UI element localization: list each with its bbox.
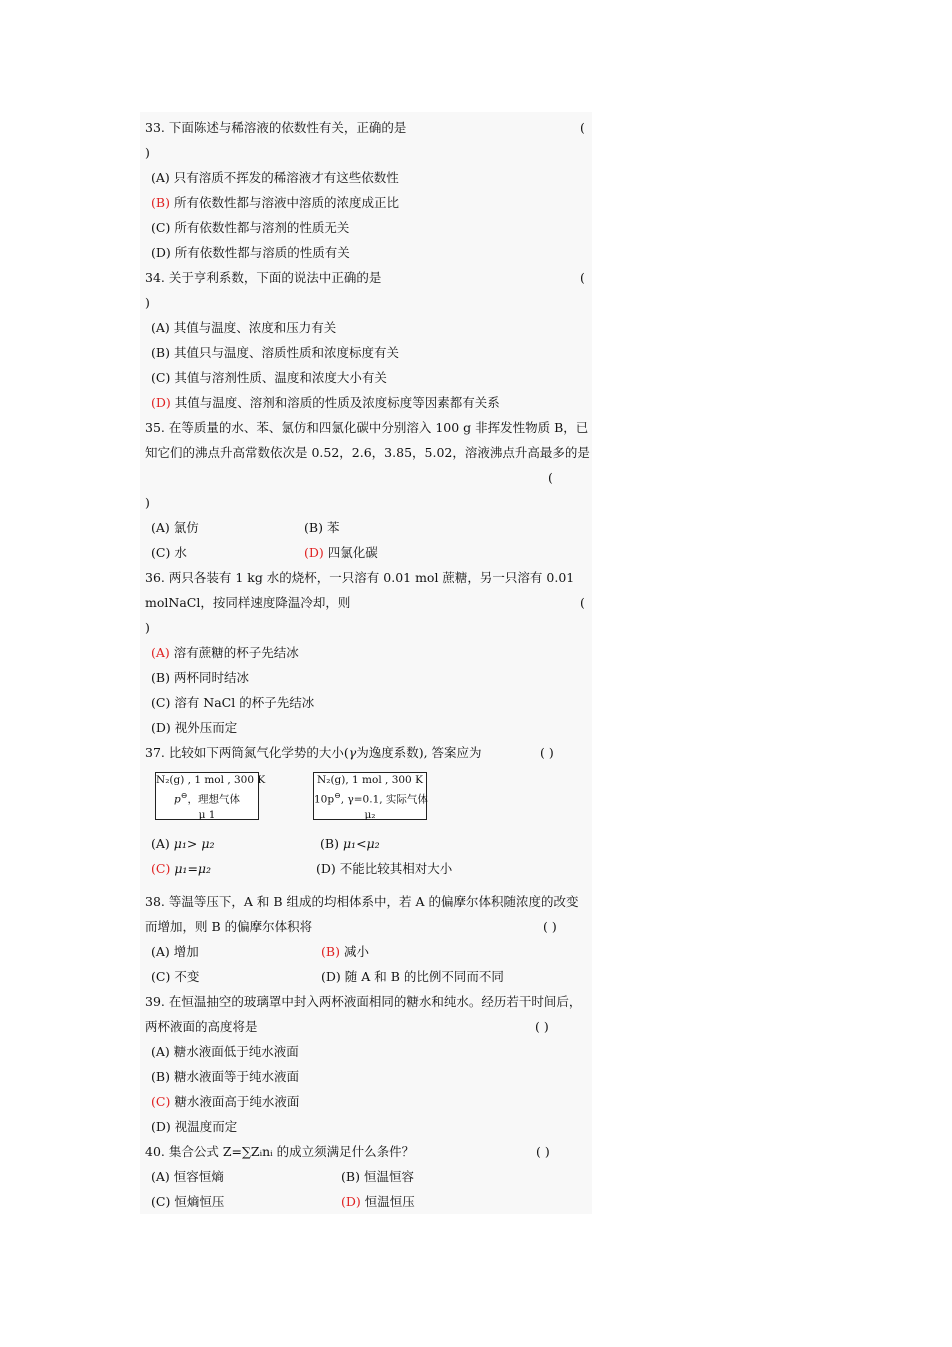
option-text: 所有依数性都与溶质的性质有关 xyxy=(174,245,350,260)
q35-stem-line2: 知它们的沸点升高常数依次是 0.52，2.6，3.85，5.02，溶液沸点升高最多的是 xyxy=(145,445,590,460)
q38-option-c xyxy=(151,969,199,985)
q38-stem-line1: 38. 等温等压下，A 和 B 组成的均相体系中，若 A 的偏摩尔体积随浓度的改变 xyxy=(145,894,579,909)
q40-option-a xyxy=(151,1169,224,1185)
option-label: (A) xyxy=(151,836,170,851)
option-label: (A) xyxy=(151,1169,170,1184)
q40-paren: ( ) xyxy=(536,1144,550,1159)
option-text: 水 xyxy=(174,545,187,560)
option-label: (B) xyxy=(151,670,170,685)
q36-option-d xyxy=(151,720,237,736)
q35-option-b xyxy=(304,520,339,536)
option-label: (B) xyxy=(341,1169,360,1184)
q39-option-a xyxy=(151,1044,299,1060)
option-label: (A) xyxy=(151,944,170,959)
option-text: 溶有蔗糖的杯子先结冰 xyxy=(173,645,299,660)
option-text: 恒温恒容 xyxy=(363,1169,414,1184)
option-text: 糖水液面等于纯水液面 xyxy=(173,1069,299,1084)
q33-option-b xyxy=(151,195,399,211)
q38-option-b xyxy=(321,944,369,960)
option-text: 四氯化碳 xyxy=(327,545,378,560)
option-label: (A) xyxy=(151,320,170,335)
option-text: μ₁> μ₂ xyxy=(173,836,215,851)
q33-stem: 33. 下面陈述与稀溶液的依数性有关，正确的是 xyxy=(145,120,407,135)
option-text: 随 A 和 B 的比例不同而不同 xyxy=(344,969,504,984)
option-text: 增加 xyxy=(173,944,199,959)
q35-option-c xyxy=(151,545,187,561)
q33-paren-open: ( xyxy=(580,120,585,135)
option-text: μ₁=μ₂ xyxy=(174,861,212,876)
option-text: 减小 xyxy=(343,944,369,959)
option-label: (D) xyxy=(316,861,336,876)
option-label: (D) xyxy=(321,969,341,984)
q37-stem xyxy=(145,745,482,761)
option-label: (A) xyxy=(151,520,170,535)
q37-stem-a: 37. 比较如下两筒氮气化学势的大小( xyxy=(145,745,349,760)
option-text: 恒温恒压 xyxy=(364,1194,415,1209)
q39-option-c xyxy=(151,1094,299,1110)
n2-ideal-box xyxy=(155,772,266,821)
q34-option-c xyxy=(151,370,387,386)
option-text: 氯仿 xyxy=(173,520,199,535)
option-text: 其值与温度、溶剂和溶质的性质及浓度标度等因素都有关系 xyxy=(174,395,500,410)
option-label: (C) xyxy=(151,695,171,710)
q37-option-c xyxy=(151,861,211,877)
option-label: (A) xyxy=(151,1044,170,1059)
option-label: (A) xyxy=(151,170,170,185)
box2-line1: N₂(g), 1 mol , 300 K xyxy=(317,774,423,786)
q39-paren: ( ) xyxy=(535,1019,549,1034)
option-text: 恒熵恒压 xyxy=(174,1194,225,1209)
option-label: (C) xyxy=(151,220,171,235)
question-sheet xyxy=(140,112,592,1214)
option-label: (B) xyxy=(320,836,339,851)
option-text: 视外压而定 xyxy=(174,720,238,735)
q33-option-c xyxy=(151,220,349,236)
option-text: 不能比较其相对大小 xyxy=(339,861,453,876)
q34-stem: 34. 关于亨利系数，下面的说法中正确的是 xyxy=(145,270,382,285)
q39-stem-line1: 39. 在恒温抽空的玻璃罩中封入两杯液面相同的糖水和纯水。经历若干时间后， xyxy=(145,994,582,1009)
box1-line3: μ 1 xyxy=(198,808,216,821)
option-label: (C) xyxy=(151,1194,171,1209)
q35-paren-close: ) xyxy=(145,495,150,510)
answer-label: (A) xyxy=(151,645,170,660)
option-text: μ₁<μ₂ xyxy=(342,836,380,851)
q33-paren-close: ) xyxy=(145,145,150,160)
gamma-symbol: γ xyxy=(348,745,357,760)
standard-state-symbol: ⊖ xyxy=(334,791,341,800)
q34-option-b xyxy=(151,345,399,361)
answer-label: (D) xyxy=(304,545,324,560)
box2-line3: μ₂ xyxy=(364,808,376,821)
answer-label: (C) xyxy=(151,861,171,876)
q33-option-d xyxy=(151,245,350,261)
q36-stem-line2: molNaCl，按同样速度降温冷却，则 xyxy=(145,595,351,610)
q35-stem-line1: 35. 在等质量的水、苯、氯仿和四氯化碳中分别溶入 100 g 非挥发性物质 B，已 xyxy=(145,420,589,435)
option-label: (D) xyxy=(151,245,171,260)
option-label: (C) xyxy=(151,545,171,560)
q37-option-a xyxy=(151,836,214,852)
q36-stem-line1: 36. 两只各装有 1 kg 水的烧杯，一只溶有 0.01 mol 蔗糖，另一只溶有 0.01 xyxy=(145,570,575,585)
q37-option-d xyxy=(316,861,452,877)
option-text: 视温度而定 xyxy=(174,1119,238,1134)
answer-label: (B) xyxy=(151,195,170,210)
n2-real-box xyxy=(313,772,427,820)
q34-option-d xyxy=(151,395,500,411)
option-text: 其值与温度、浓度和压力有关 xyxy=(173,320,337,335)
option-text: 糖水液面低于纯水液面 xyxy=(173,1044,299,1059)
q37-paren: ( ) xyxy=(540,745,554,760)
option-label: (B) xyxy=(151,1069,170,1084)
answer-label: (B) xyxy=(321,944,340,959)
q38-stem-line2: 而增加，则 B 的偏摩尔体积将 xyxy=(145,919,313,934)
q35-option-d xyxy=(304,545,378,561)
q34-paren-close: ) xyxy=(145,295,150,310)
q38-paren: ( ) xyxy=(543,919,557,934)
box2-line2: 10p⊖, γ=0.1, 实际气体 xyxy=(314,791,428,806)
q38-option-a xyxy=(151,944,199,960)
q38-option-d xyxy=(321,969,504,985)
option-text: 不变 xyxy=(174,969,200,984)
answer-label: (C) xyxy=(151,1094,171,1109)
option-text: 只有溶质不挥发的稀溶液才有这些依数性 xyxy=(173,170,399,185)
q37-option-b xyxy=(320,836,380,852)
q40-option-d xyxy=(341,1194,415,1210)
q35-option-a xyxy=(151,520,199,536)
q39-stem-line2: 两杯液面的高度将是 xyxy=(145,1019,258,1034)
standard-state-symbol: ⊖ xyxy=(180,791,188,800)
option-text: 所有依数性都与溶液中溶质的浓度成正比 xyxy=(173,195,399,210)
option-label: (D) xyxy=(151,720,171,735)
q36-option-a xyxy=(151,645,299,661)
option-text: 其值只与温度、溶质性质和浓度标度有关 xyxy=(173,345,399,360)
answer-label: (D) xyxy=(151,395,171,410)
q34-paren-open: ( xyxy=(580,270,585,285)
option-label: (B) xyxy=(151,345,170,360)
option-text: 所有依数性都与溶剂的性质无关 xyxy=(174,220,350,235)
q36-paren-close: ) xyxy=(145,620,150,635)
q39-option-b xyxy=(151,1069,299,1085)
option-text: 苯 xyxy=(326,520,340,535)
q33-option-a xyxy=(151,170,399,186)
box1-line2: p⊖，理想气体 xyxy=(174,791,240,806)
q40-stem: 40. 集合公式 Z=∑Zᵢnᵢ 的成立须满足什么条件？ xyxy=(145,1144,415,1159)
q36-option-b xyxy=(151,670,249,686)
q36-option-c xyxy=(151,695,314,711)
q40-option-c xyxy=(151,1194,224,1210)
option-text: 恒容恒熵 xyxy=(173,1169,224,1184)
option-text: 其值与溶剂性质、温度和浓度大小有关 xyxy=(174,370,387,385)
option-text: 糖水液面高于纯水液面 xyxy=(174,1094,300,1109)
box1-line1: N₂(g) , 1 mol , 300 K xyxy=(156,774,266,786)
option-label: (C) xyxy=(151,370,171,385)
option-text: 溶有 NaCl 的杯子先结冰 xyxy=(174,695,315,710)
answer-label: (D) xyxy=(341,1194,361,1209)
q37-stem-b: 为逸度系数), 答案应为 xyxy=(356,745,482,760)
q34-option-a xyxy=(151,320,336,336)
option-label: (C) xyxy=(151,969,171,984)
option-text: 两杯同时结冰 xyxy=(173,670,249,685)
q35-paren-open: ( xyxy=(548,470,553,485)
q36-paren-open: ( xyxy=(580,595,585,610)
option-label: (B) xyxy=(304,520,323,535)
q39-option-d xyxy=(151,1119,237,1135)
option-label: (D) xyxy=(151,1119,171,1134)
q40-option-b xyxy=(341,1169,414,1185)
